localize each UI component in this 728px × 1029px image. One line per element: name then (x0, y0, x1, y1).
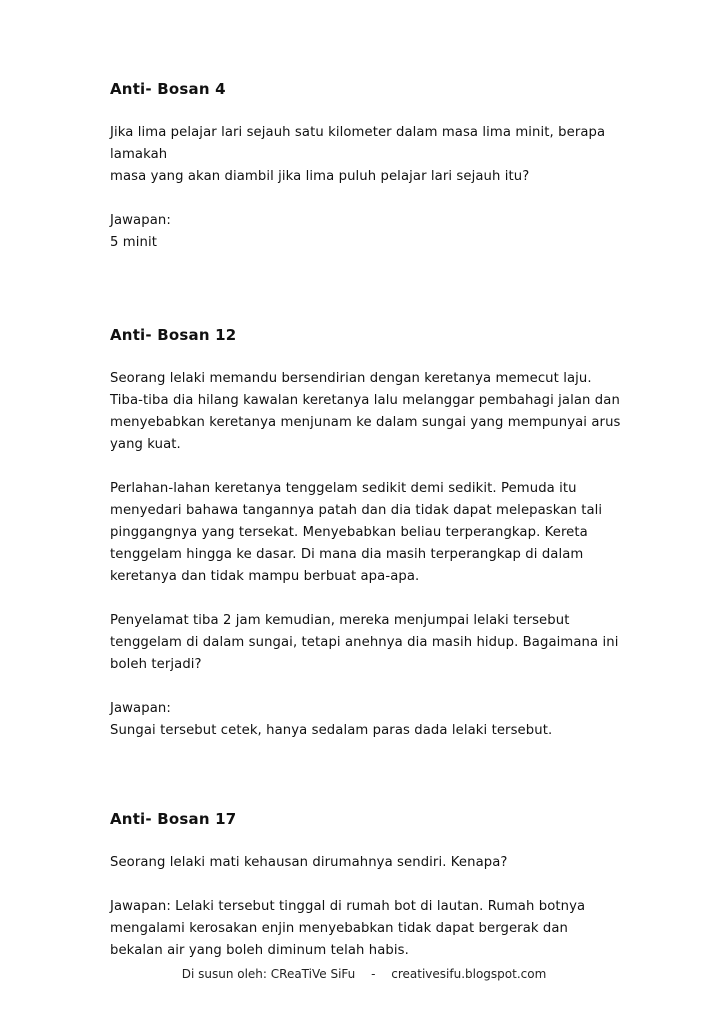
section-anti-bosan-4 (110, 78, 630, 254)
paragraph-line: Seorang lelaki mati kehausan dirumahnya sendiri. Kenapa? (110, 855, 508, 870)
section-title: Anti- Bosan 17 (110, 810, 237, 828)
paragraph-line: tenggelam hingga ke dasar. Di mana dia masih terperangkap di dalam (110, 547, 584, 562)
answer-text: 5 minit (110, 235, 157, 250)
answer-label: Jawapan: (110, 213, 171, 228)
paragraph-line: masa yang akan diambil jika lima puluh pelajar lari sejauh itu? (110, 169, 530, 184)
paragraph-line: menyebabkan keretanya menjunam ke dalam sungai yang mempunyai arus (110, 415, 621, 430)
footer-author: Di susun oleh: CReaTiVe SiFu (181, 967, 356, 981)
paragraph-line: menyedari bahawa tangannya patah dan dia tidak dapat melepaskan tali (110, 503, 603, 518)
paragraph-line: yang kuat. (110, 437, 181, 452)
answer-text: mengalami kerosakan enjin menyebabkan tidak dapat bergerak dan (110, 921, 569, 936)
section-title: Anti- Bosan 4 (110, 80, 226, 98)
footer-site: creativesifu.blogspot.com (391, 967, 547, 981)
paragraph-line: pinggangnya yang tersekat. Menyebabkan beliau terperangkap. Kereta (110, 525, 588, 540)
section-title: Anti- Bosan 12 (110, 326, 237, 344)
paragraph-line: Jika lima pelajar lari sejauh satu kilometer dalam masa lima minit, berapa (110, 125, 606, 140)
paragraph-line: keretanya dan tidak mampu berbuat apa-apa. (110, 569, 420, 584)
document-body (110, 78, 630, 962)
paragraph-line: Penyelamat tiba 2 jam kemudian, mereka menjumpai lelaki tersebut (110, 613, 570, 628)
answer-text: bekalan air yang boleh diminum telah habis. (110, 943, 409, 958)
paragraph-line: Seorang lelaki memandu bersendirian dengan keretanya memecut laju. (110, 371, 592, 386)
paragraph-line: tenggelam di dalam sungai, tetapi anehnya dia masih hidup. Bagaimana ini (110, 635, 619, 650)
page-footer (0, 966, 728, 982)
paragraph-line: Tiba-tiba dia hilang kawalan keretanya lalu melanggar pembahagi jalan dan (110, 393, 620, 408)
answer-text: Jawapan: Lelaki tersebut tinggal di rumah bot di lautan. Rumah botnya (110, 899, 586, 914)
answer-label: Jawapan: (110, 701, 171, 716)
paragraph-line: Perlahan-lahan keretanya tenggelam sedikit demi sedikit. Pemuda itu (110, 481, 577, 496)
footer-separator: - (371, 967, 376, 981)
answer-text: Sungai tersebut cetek, hanya sedalam paras dada lelaki tersebut. (110, 723, 553, 738)
section-anti-bosan-12 (110, 324, 630, 742)
section-anti-bosan-17 (110, 808, 630, 962)
paragraph-line: boleh terjadi? (110, 657, 202, 672)
paragraph-line: lamakah (110, 147, 168, 162)
